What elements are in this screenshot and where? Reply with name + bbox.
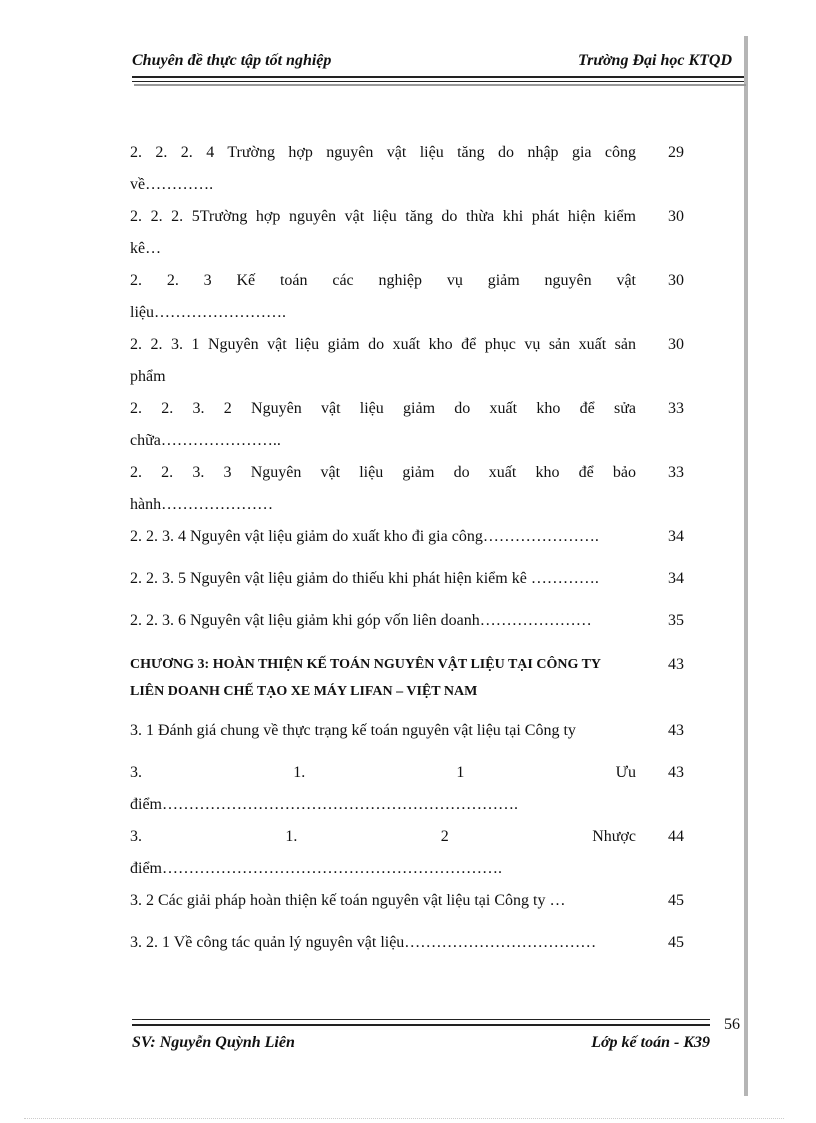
toc-entry bbox=[130, 521, 686, 553]
page-shadow-right bbox=[744, 36, 748, 1096]
toc-entry bbox=[130, 927, 686, 959]
toc-page-number: 30 bbox=[668, 272, 684, 289]
header-rule-thin bbox=[132, 81, 744, 82]
page-bottom-edge bbox=[24, 1118, 784, 1119]
toc-entry-line1: 2. 2. 3. 4 Nguyên vật liệu giảm do xuất kho đi gia công…………………. bbox=[130, 528, 599, 545]
toc-entry-line2: phẩm bbox=[130, 368, 166, 385]
toc-chapter-entry bbox=[130, 647, 686, 705]
toc-page-number: 29 bbox=[668, 144, 684, 161]
toc-page-number: 43 bbox=[668, 722, 684, 739]
toc-page-number: 45 bbox=[668, 892, 684, 909]
footer-class-name: Lớp kế toán - K39 bbox=[591, 1034, 710, 1051]
toc-entry-line1: 2. 2. 2. 4 Trường hợp nguyên vật liệu tăng do nhập gia công bbox=[130, 144, 636, 161]
toc-entry bbox=[130, 757, 686, 821]
toc-entry-line2: điểm…………………………………………………………. bbox=[130, 796, 518, 813]
footer-student-name: SV: Nguyễn Quỳnh Liên bbox=[132, 1034, 295, 1051]
toc-page-number: 30 bbox=[668, 336, 684, 353]
toc-page-number: 33 bbox=[668, 400, 684, 417]
page-footer bbox=[132, 1034, 710, 1056]
toc-page-number: 33 bbox=[668, 464, 684, 481]
toc-entry-line2: kê… bbox=[130, 240, 162, 257]
toc-page-number: 45 bbox=[668, 934, 684, 951]
toc-entry bbox=[130, 201, 686, 265]
header-left-title: Chuyên đề thực tập tốt nghiệp bbox=[132, 52, 332, 69]
toc-entry bbox=[130, 393, 686, 457]
toc-entry bbox=[130, 715, 686, 747]
toc-entry bbox=[130, 137, 686, 201]
toc-entry-line1: 3. 2 Các giải pháp hoàn thiện kế toán nguyên vật liệu tại Công ty … bbox=[130, 892, 566, 909]
toc-entry-line1: 3. 1. 1 Ưu bbox=[130, 764, 636, 781]
toc-entry-line1: 2. 2. 3. 1 Nguyên vật liệu giảm do xuất kho để phục vụ sản xuất sản bbox=[130, 336, 636, 353]
page-number: 56 bbox=[724, 1016, 740, 1033]
toc-page-number: 43 bbox=[668, 764, 684, 781]
toc-chapter-line1: CHƯƠNG 3: HOÀN THIỆN KẾ TOÁN NGUYÊN VẬT LIỆU TẠI CÔNG TY bbox=[130, 657, 602, 672]
header-rule-thick bbox=[132, 76, 744, 78]
header-rule-shadow bbox=[134, 84, 746, 86]
toc-entry bbox=[130, 605, 686, 637]
toc-entry-line2: điểm………………………………………………………. bbox=[130, 860, 502, 877]
toc-entry bbox=[130, 885, 686, 917]
toc-page-number: 34 bbox=[668, 528, 684, 545]
toc-entry-line2: hành………………… bbox=[130, 496, 274, 513]
toc-entry-line1: 3. 1. 2 Nhược bbox=[130, 828, 636, 845]
toc-chapter-line2: LIÊN DOANH CHẾ TẠO XE MÁY LIFAN – VIỆT NAM bbox=[130, 684, 478, 699]
table-of-contents bbox=[130, 137, 686, 959]
toc-entry-line1: 2. 2. 3. 2 Nguyên vật liệu giảm do xuất kho để sửa bbox=[130, 400, 636, 417]
toc-entry-line1: 2. 2. 3. 5 Nguyên vật liệu giảm do thiếu khi phát hiện kiểm kê …………. bbox=[130, 570, 599, 587]
toc-entry bbox=[130, 457, 686, 521]
footer-rule-thick bbox=[132, 1024, 710, 1026]
toc-entry bbox=[130, 329, 686, 393]
toc-entry bbox=[130, 563, 686, 595]
footer-rule-thin bbox=[132, 1019, 710, 1020]
toc-page-number: 34 bbox=[668, 570, 684, 587]
toc-entry-line1: 3. 2. 1 Về công tác quản lý nguyên vật liệu……………………………… bbox=[130, 934, 597, 951]
toc-entry bbox=[130, 265, 686, 329]
toc-entry-line1: 2. 2. 3. 3 Nguyên vật liệu giảm do xuất kho để bảo bbox=[130, 464, 636, 481]
toc-entry-line1: 2. 2. 3 Kế toán các nghiệp vụ giảm nguyên vật bbox=[130, 272, 636, 289]
toc-entry-line2: về…………. bbox=[130, 176, 214, 193]
toc-entry-line1: 2. 2. 3. 6 Nguyên vật liệu giảm khi góp vốn liên doanh………………… bbox=[130, 612, 592, 629]
toc-page-number: 35 bbox=[668, 612, 684, 629]
header-right-title: Trường Đại học KTQD bbox=[577, 52, 732, 69]
toc-page-number: 30 bbox=[668, 208, 684, 225]
page-header bbox=[132, 52, 732, 74]
toc-entry bbox=[130, 821, 686, 885]
toc-entry-line2: liệu……………………. bbox=[130, 304, 286, 321]
toc-entry-line1: 2. 2. 2. 5Trường hợp nguyên vật liệu tăng do thừa khi phát hiện kiểm bbox=[130, 208, 636, 225]
toc-page-number: 44 bbox=[668, 828, 684, 845]
toc-entry-line1: 3. 1 Đánh giá chung về thực trạng kế toán nguyên vật liệu tại Công ty bbox=[130, 722, 576, 739]
toc-entry-line2: chữa………………….. bbox=[130, 432, 281, 449]
toc-page-number: 43 bbox=[668, 656, 684, 673]
